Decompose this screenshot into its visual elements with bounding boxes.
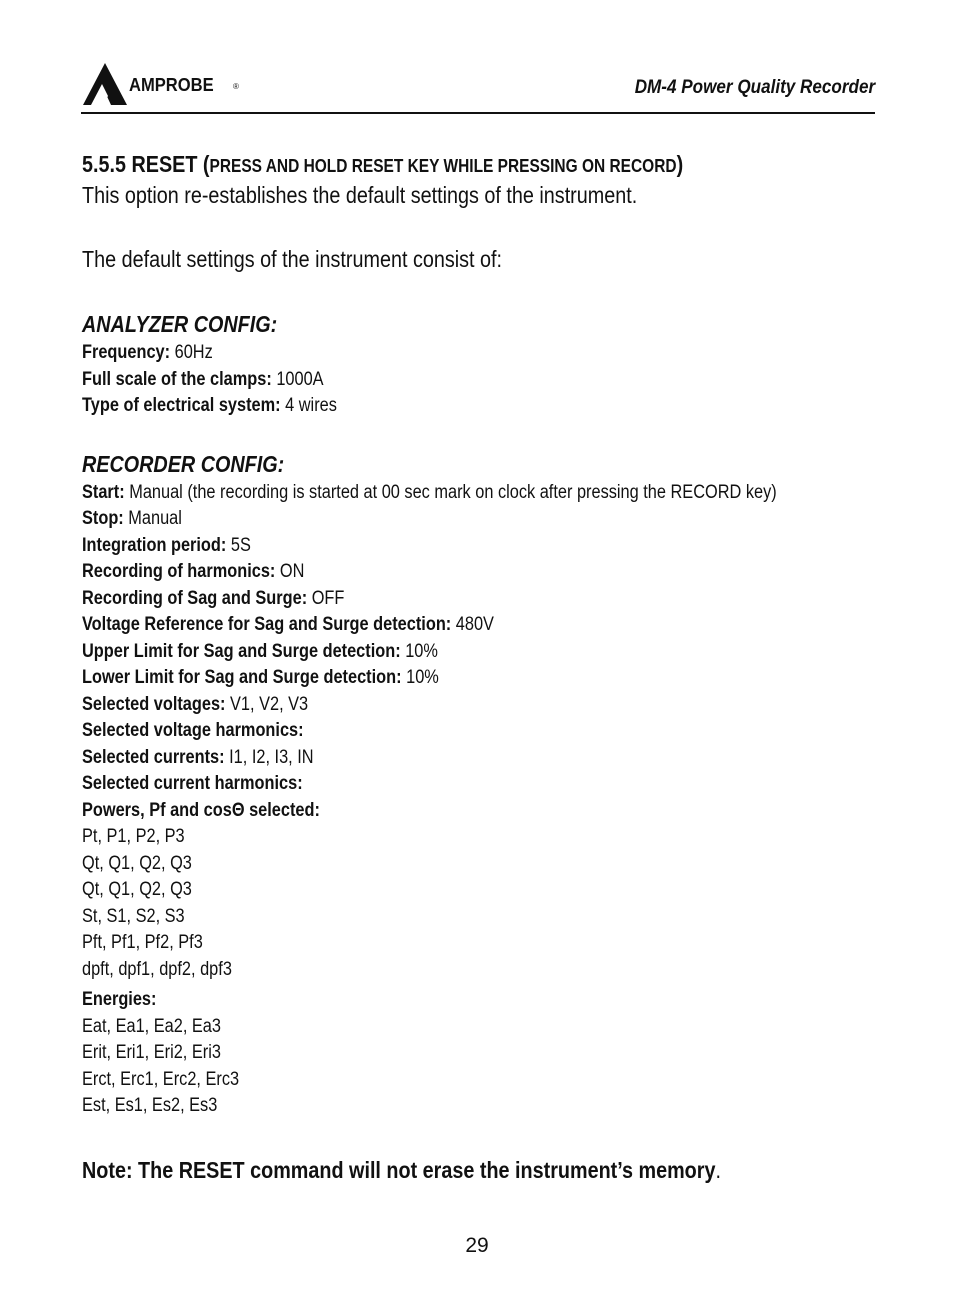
setting-row xyxy=(82,771,882,798)
section-subtitle: PRESS AND HOLD RESET KEY WHILE PRESSING ON RECORD xyxy=(209,156,677,176)
section-heading xyxy=(82,148,882,180)
note-text: Note: The RESET command will not erase the instrument’s memory xyxy=(82,1156,716,1183)
setting-row xyxy=(82,745,882,772)
analyzer-config-heading: ANALYZER CONFIG: xyxy=(82,311,278,337)
recorder-config-list xyxy=(82,480,882,825)
document-title: DM-4 Power Quality Recorder xyxy=(634,77,875,98)
setting-label: Selected current harmonics: xyxy=(82,773,303,794)
setting-value: 1000A xyxy=(271,368,324,390)
setting-row xyxy=(82,340,882,367)
setting-row xyxy=(82,612,882,639)
registered-mark: ® xyxy=(233,82,239,91)
setting-label: Recording of harmonics: xyxy=(82,561,276,582)
setting-value: Manual xyxy=(123,508,182,529)
setting-value: 5S xyxy=(226,534,251,556)
power-quantity-row: Pft, Pf1, Pf2, Pf3 xyxy=(82,932,203,953)
energy-quantity-row: Est, Es1, Es2, Es3 xyxy=(82,1095,218,1116)
page-number: 29 xyxy=(465,1234,489,1257)
triangle-logo-icon xyxy=(81,62,127,106)
section-close-paren: ) xyxy=(676,151,684,177)
setting-label: Lower Limit for Sag and Surge detection: xyxy=(82,667,402,688)
setting-label: Integration period: xyxy=(82,534,227,556)
setting-value: ON xyxy=(275,561,305,582)
energies-label: Energies: xyxy=(82,989,157,1010)
setting-value: 10% xyxy=(401,667,439,688)
energy-quantity-row: Eat, Ea1, Ea2, Ea3 xyxy=(82,1015,221,1037)
setting-row xyxy=(82,665,882,692)
setting-value: 10% xyxy=(400,640,438,662)
section-number-title: 5.5.5 RESET ( xyxy=(82,151,210,177)
setting-value: V1, V2, V3 xyxy=(225,693,309,715)
setting-row xyxy=(82,718,882,745)
setting-label: Selected currents: xyxy=(82,746,225,768)
setting-value: Manual (the recording is started at 00 sec mark on clock after pressing the RECORD key) xyxy=(124,481,777,503)
page-header xyxy=(81,62,875,114)
setting-value: OFF xyxy=(307,587,345,609)
setting-row xyxy=(82,533,882,560)
power-quantity-row: Qt, Q1, Q2, Q3 xyxy=(82,852,192,874)
setting-label: Type of electrical system: xyxy=(82,395,281,416)
note xyxy=(82,1154,882,1186)
setting-label: Frequency: xyxy=(82,342,171,363)
setting-label: Powers, Pf and cosΘ selected: xyxy=(82,799,320,821)
analyzer-config-list xyxy=(82,340,882,420)
setting-value: 480V xyxy=(451,614,494,635)
setting-row xyxy=(82,506,882,533)
setting-row xyxy=(82,559,882,586)
power-quantity-row: Qt, Q1, Q2, Q3 xyxy=(82,879,192,900)
recorder-config-heading: RECORDER CONFIG: xyxy=(82,450,285,477)
setting-label: Upper Limit for Sag and Surge detection: xyxy=(82,640,401,662)
power-quantity-row: St, S1, S2, S3 xyxy=(82,905,185,927)
page-content xyxy=(82,148,882,1186)
logo-text: AMPROBE xyxy=(129,75,214,95)
power-quantity-row: dpft, dpf1, dpf2, dpf3 xyxy=(82,958,232,980)
setting-label: Selected voltage harmonics: xyxy=(82,720,304,741)
setting-label: Stop: xyxy=(82,508,124,529)
setting-row xyxy=(82,480,882,507)
setting-label: Voltage Reference for Sag and Surge detection: xyxy=(82,614,452,635)
setting-label: Start: xyxy=(82,481,125,503)
setting-value: I1, I2, I3, IN xyxy=(224,746,314,768)
setting-label: Selected voltages: xyxy=(82,693,226,715)
energy-quantity-row: Erit, Eri1, Eri2, Eri3 xyxy=(82,1042,221,1063)
setting-value: 4 wires xyxy=(280,395,337,416)
setting-row xyxy=(82,367,882,394)
setting-row xyxy=(82,639,882,666)
intro-paragraph: This option re-establishes the default settings of the instrument. xyxy=(82,182,638,208)
note-period: . xyxy=(715,1156,721,1183)
energy-quantity-row: Erct, Erc1, Erc2, Erc3 xyxy=(82,1068,240,1090)
setting-label: Full scale of the clamps: xyxy=(82,368,272,390)
setting-row xyxy=(82,692,882,719)
powers-list xyxy=(82,824,882,983)
setting-value: 60Hz xyxy=(170,342,213,363)
setting-label: Recording of Sag and Surge: xyxy=(82,587,308,609)
power-quantity-row: Pt, P1, P2, P3 xyxy=(82,826,185,847)
setting-row xyxy=(82,798,882,825)
setting-row xyxy=(82,586,882,613)
defaults-intro: The default settings of the instrument consist of: xyxy=(82,246,503,272)
amprobe-logo xyxy=(81,62,261,106)
setting-row xyxy=(82,393,882,420)
energies-list xyxy=(82,1014,882,1120)
